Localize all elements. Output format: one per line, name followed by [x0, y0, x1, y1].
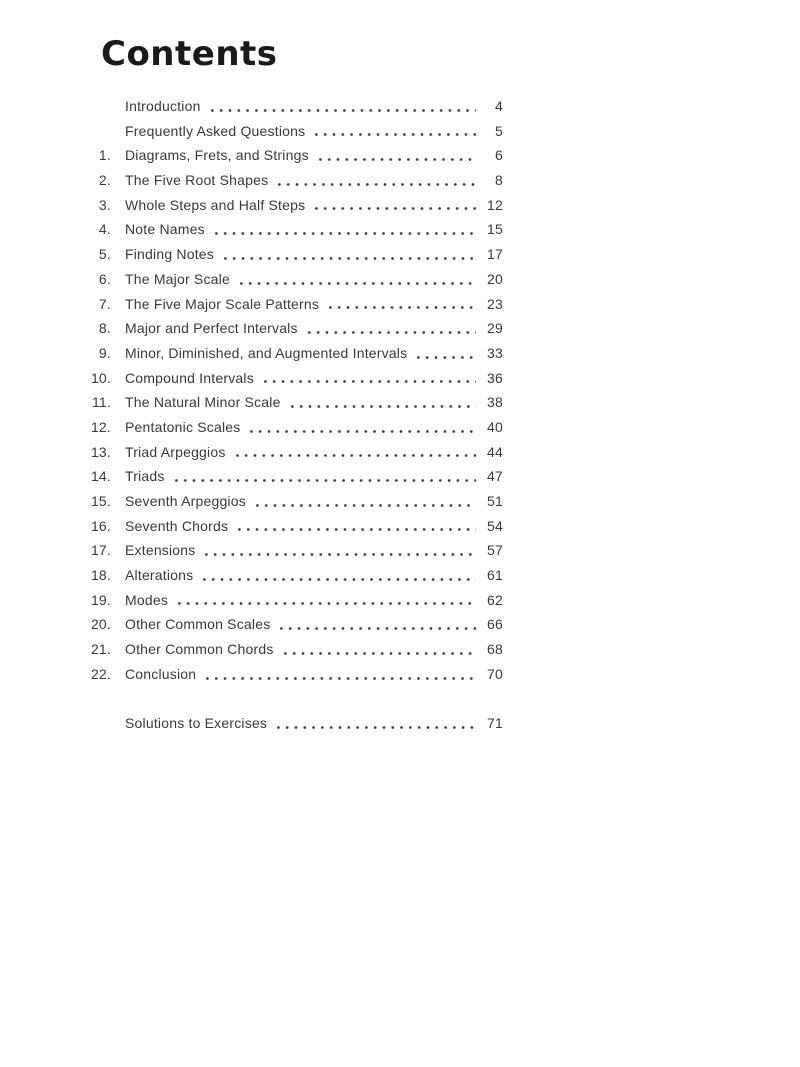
- dot-leader: [202, 553, 476, 556]
- toc-entry-number: 1.: [98, 147, 111, 164]
- toc-entry: [90, 390, 503, 415]
- toc-entry: [90, 415, 503, 440]
- toc-entry-page: 6: [495, 147, 503, 164]
- toc-entry-label: The Five Major Scale Patterns: [125, 295, 320, 312]
- toc-entry-number: 9.: [98, 344, 111, 361]
- toc-entry-number: 8.: [98, 320, 111, 337]
- toc-entry-page: 5: [495, 122, 503, 139]
- toc-entry-page: 23: [487, 295, 503, 312]
- toc-entry-label: Compound Intervals: [125, 369, 254, 386]
- toc-entry-label: Introduction: [125, 98, 201, 114]
- toc-entry-page: 40: [487, 418, 503, 435]
- dot-leader: [326, 306, 476, 309]
- toc-entry-label: Triad Arpeggios: [125, 443, 226, 460]
- toc-entry-number: 3.: [98, 196, 111, 213]
- toc-entry-label: The Natural Minor Scale: [125, 394, 281, 411]
- toc-entry-page: 68: [487, 641, 503, 658]
- toc-entry-number: 15.: [90, 493, 111, 509]
- dot-leader: [261, 380, 476, 383]
- toc-entry-number: 19.: [90, 591, 111, 608]
- toc-entry: [90, 119, 503, 144]
- dot-leader: [212, 232, 476, 235]
- toc-entry: [90, 662, 503, 687]
- toc-entry-page: 71: [487, 715, 503, 732]
- toc-entry-number: 14.: [90, 468, 111, 485]
- dot-leader: [247, 430, 476, 433]
- dot-leader: [281, 652, 476, 655]
- dot-leader: [208, 109, 476, 112]
- toc-entry: [90, 292, 503, 317]
- toc-entry-page: 47: [487, 468, 503, 485]
- toc-entry-label: Major and Perfect Intervals: [125, 320, 298, 337]
- toc-entry: [90, 464, 503, 489]
- toc-entry-label: Pentatonic Scales: [125, 418, 241, 435]
- dot-leader: [274, 726, 476, 729]
- dot-leader: [316, 158, 476, 161]
- toc-entry: [90, 538, 503, 563]
- page-title: Contents: [101, 34, 278, 74]
- toc-entry-label: The Major Scale: [125, 270, 230, 287]
- toc-entry: [90, 168, 503, 193]
- toc-entry-number: 21.: [90, 641, 111, 658]
- toc-entry-label: Solutions to Exercises: [125, 715, 268, 732]
- toc-entry-label: Triads: [125, 468, 165, 485]
- toc-entry: [90, 267, 503, 292]
- dot-leader: [253, 504, 476, 507]
- dot-leader: [305, 331, 476, 334]
- toc-entry-label: Finding Notes: [125, 246, 214, 263]
- toc-entry: [90, 563, 503, 588]
- toc-entry-page: 29: [487, 320, 503, 337]
- toc-entry: [90, 612, 503, 637]
- toc-entry-number: 20.: [90, 616, 111, 633]
- toc-entry-page: 38: [487, 394, 503, 411]
- dot-leader: [312, 207, 476, 210]
- toc-entry: [90, 193, 503, 218]
- toc-entry: [90, 440, 503, 465]
- dot-leader: [414, 356, 476, 359]
- dot-leader: [275, 183, 476, 186]
- dot-leader: [221, 257, 476, 260]
- toc-entry-page: 51: [487, 493, 503, 509]
- toc-entry: [90, 217, 503, 242]
- toc-gap: [90, 687, 503, 712]
- toc-entry-page: 62: [487, 591, 503, 608]
- toc-entry-page: 15: [487, 221, 503, 238]
- toc-entry-number: 11.: [91, 394, 111, 411]
- dot-leader: [200, 578, 476, 581]
- toc-entry-label: Alterations: [125, 567, 194, 584]
- dot-leader: [233, 454, 476, 457]
- toc-entry: [90, 242, 503, 267]
- toc-entry-page: 17: [487, 246, 503, 263]
- toc-entry-page: 4: [495, 98, 503, 114]
- toc-entry: [90, 143, 503, 168]
- toc-entry-label: Conclusion: [125, 665, 197, 682]
- toc-entry-number: 22.: [90, 665, 111, 682]
- toc-entry-page: 20: [487, 270, 503, 287]
- toc-entry-page: 33: [487, 344, 503, 361]
- toc-entry-label: Diagrams, Frets, and Strings: [125, 147, 309, 164]
- toc-footer: [90, 711, 503, 736]
- toc-entry-label: Modes: [125, 591, 169, 608]
- dot-leader: [203, 677, 476, 680]
- toc-entry: [90, 637, 503, 662]
- toc-entry-number: 10.: [90, 369, 111, 386]
- dot-leader: [175, 602, 476, 605]
- toc-entry: [90, 366, 503, 391]
- toc-entry-label: Minor, Diminished, and Augmented Intervals: [125, 344, 408, 361]
- toc-entry-page: 44: [487, 443, 503, 460]
- toc-entry-label: Seventh Arpeggios: [125, 493, 246, 509]
- toc-entry-number: 5.: [98, 246, 111, 263]
- toc-entry-number: 18.: [90, 567, 111, 584]
- toc-entry-label: Note Names: [125, 221, 205, 238]
- table-of-contents: [90, 94, 503, 736]
- toc-entry-label: Whole Steps and Half Steps: [125, 196, 306, 213]
- toc-entry: [90, 588, 503, 613]
- toc-entry: [90, 711, 503, 736]
- toc-entry-label: Extensions: [125, 542, 196, 559]
- toc-entry-label: Seventh Chords: [125, 517, 229, 534]
- toc-entry-number: 17.: [90, 542, 111, 559]
- dot-leader: [235, 528, 476, 531]
- toc-entry-page: 57: [487, 542, 503, 559]
- toc-entry-page: 12: [487, 196, 503, 213]
- toc-entry-label: The Five Root Shapes: [125, 172, 269, 189]
- toc-entry-number: 6.: [98, 270, 111, 287]
- dot-leader: [288, 405, 476, 408]
- toc-entry-number: 2.: [98, 172, 111, 189]
- toc-entry-page: 61: [487, 567, 503, 584]
- toc-entry-number: 7.: [98, 295, 111, 312]
- toc-entry-page: 54: [487, 517, 503, 534]
- toc-entry-page: 8: [495, 172, 503, 189]
- toc-entry-number: 4.: [98, 221, 111, 238]
- toc-entry: [90, 341, 503, 366]
- dot-leader: [277, 627, 476, 630]
- dot-leader: [237, 282, 476, 285]
- toc-entry-page: 66: [487, 616, 503, 633]
- toc-entry-page: 36: [487, 369, 503, 386]
- toc-list: [90, 94, 503, 687]
- toc-entry: [90, 94, 503, 119]
- toc-entry-label: Other Common Chords: [125, 641, 274, 658]
- toc-entry-label: Frequently Asked Questions: [125, 122, 306, 139]
- toc-entry-label: Other Common Scales: [125, 616, 271, 633]
- toc-entry: [90, 514, 503, 539]
- toc-entry-number: 16.: [90, 517, 111, 534]
- toc-entry-number: 13.: [90, 443, 111, 460]
- toc-entry-number: 12.: [90, 418, 111, 435]
- dot-leader: [172, 479, 476, 482]
- toc-entry-page: 70: [487, 665, 503, 682]
- toc-entry: [90, 489, 503, 514]
- dot-leader: [312, 133, 476, 136]
- toc-entry: [90, 316, 503, 341]
